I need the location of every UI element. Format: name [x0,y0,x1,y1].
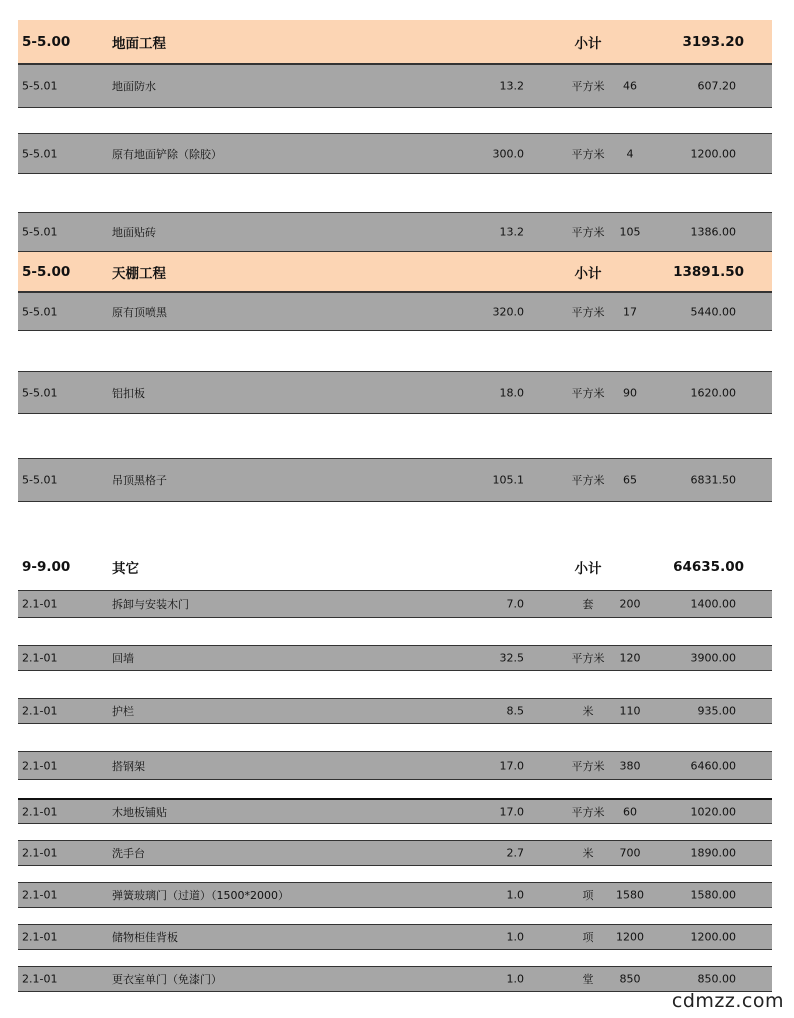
item-name: 铝扣板 [112,386,145,400]
item-code: 5-5.01 [22,305,58,318]
item-unit: 平方米 [571,80,605,93]
item-qty: 105.1 [492,473,524,487]
item-unit: 平方米 [571,305,605,319]
item-unit: 米 [582,705,594,718]
item-price: 105 [619,225,641,239]
section-code: 5-5.00 [22,33,71,50]
table-row [18,840,772,866]
item-code: 5-5.01 [22,386,58,399]
item-qty: 1.0 [506,930,524,944]
item-name: 弹簧玻璃门（过道）（1500*2000） [112,889,289,902]
item-qty: 300.0 [492,147,524,160]
item-price: 200 [619,597,641,611]
item-price: 46 [623,79,637,93]
table-row [18,882,772,908]
section-name: 其它 [112,561,139,577]
item-unit: 平方米 [571,652,605,665]
item-price: 65 [623,473,637,487]
item-qty: 13.2 [499,225,524,239]
item-price: 700 [619,846,641,860]
item-price: 380 [619,759,641,772]
item-price: 60 [623,805,637,818]
item-qty: 8.5 [506,704,524,718]
table-row [18,924,772,950]
item-total: 1200.00 [690,147,736,160]
item-code: 2.1-01 [22,651,58,665]
item-price: 17 [623,305,637,318]
item-qty: 2.7 [506,846,524,860]
item-name: 地面贴砖 [112,226,156,239]
item-unit: 平方米 [571,474,605,487]
item-code: 2.1-01 [22,704,58,718]
item-total: 5440.00 [690,305,736,318]
item-price: 1580 [616,888,644,902]
item-code: 5-5.01 [22,225,58,239]
item-code: 2.1-01 [22,972,58,986]
section-header-ceiling [18,252,772,292]
subtotal-label: 小计 [574,561,602,577]
item-total: 1620.00 [690,386,736,399]
item-name: 原有顶喷黑 [112,305,167,319]
item-name: 吊顶黑格子 [112,474,167,487]
item-price: 110 [619,704,641,718]
item-total: 1890.00 [690,846,736,860]
item-unit: 项 [582,931,594,944]
item-qty: 320.0 [492,305,524,318]
item-qty: 17.0 [499,805,524,818]
item-unit: 平方米 [571,226,605,239]
item-price: 1200 [616,930,644,944]
table-row [18,292,772,331]
section-code: 5-5.00 [22,263,71,280]
item-price: 120 [619,651,641,665]
item-total: 1200.00 [690,930,736,944]
table-row [18,371,772,414]
item-total: 1400.00 [690,597,736,611]
item-name: 更衣室单门（免漆门） [112,973,222,986]
item-unit: 项 [582,889,594,902]
item-code: 5-5.01 [22,147,58,160]
item-unit: 平方米 [571,759,605,773]
subtotal-value: 13891.50 [673,263,744,280]
item-code: 5-5.01 [22,79,58,93]
item-code: 2.1-01 [22,930,58,944]
subtotal-label: 小计 [574,35,602,52]
item-total: 607.20 [697,79,736,93]
table-row [18,590,772,618]
site-watermark: cdmzz.com [671,990,784,1012]
item-total: 3900.00 [690,651,736,665]
table-row [18,458,772,502]
table-row [18,798,772,824]
item-unit: 堂 [582,973,594,986]
section-header-other [18,552,772,582]
item-unit: 平方米 [571,805,605,819]
item-name: 洗手台 [112,847,145,860]
item-qty: 1.0 [506,888,524,902]
item-price: 850 [619,972,641,986]
item-code: 2.1-01 [22,888,58,902]
item-code: 5-5.01 [22,473,58,487]
item-name: 储物柜佳背板 [112,931,178,944]
item-total: 1386.00 [690,225,736,239]
item-name: 回墙 [112,652,134,665]
item-price: 90 [623,386,637,399]
item-total: 6831.50 [690,473,736,487]
item-total: 935.00 [697,704,736,718]
item-qty: 18.0 [499,386,524,399]
section-name: 地面工程 [112,35,166,52]
item-qty: 1.0 [506,972,524,986]
item-total: 1020.00 [690,805,736,818]
table-row [18,133,772,174]
section-name: 天棚工程 [112,265,166,282]
item-name: 原有地面铲除（除胶） [112,147,222,161]
item-qty: 32.5 [499,651,524,665]
item-code: 2.1-01 [22,805,58,818]
subtotal-label: 小计 [574,265,602,282]
item-name: 拆卸与安装木门 [112,598,189,611]
item-price: 4 [626,147,634,160]
table-row [18,698,772,724]
item-total: 850.00 [697,972,736,986]
section-header-floor [18,20,772,64]
item-qty: 7.0 [506,597,524,611]
table-row [18,966,772,992]
item-qty: 17.0 [499,759,524,772]
subtotal-value: 64635.00 [673,559,744,575]
item-total: 1580.00 [690,888,736,902]
item-unit: 套 [582,598,594,611]
item-name: 木地板铺贴 [112,805,167,819]
table-row [18,212,772,252]
item-unit: 平方米 [571,147,605,161]
item-code: 2.1-01 [22,759,58,772]
item-name: 地面防水 [112,80,156,93]
subtotal-value: 3193.20 [682,33,744,50]
item-qty: 13.2 [499,79,524,93]
table-row [18,751,772,780]
table-row [18,645,772,671]
item-unit: 平方米 [571,386,605,400]
item-code: 2.1-01 [22,846,58,860]
item-name: 搭钢架 [112,759,145,773]
item-unit: 米 [582,847,594,860]
item-name: 护栏 [112,705,134,718]
item-total: 6460.00 [690,759,736,772]
item-code: 2.1-01 [22,597,58,611]
section-code: 9-9.00 [22,559,71,575]
table-row [18,64,772,108]
